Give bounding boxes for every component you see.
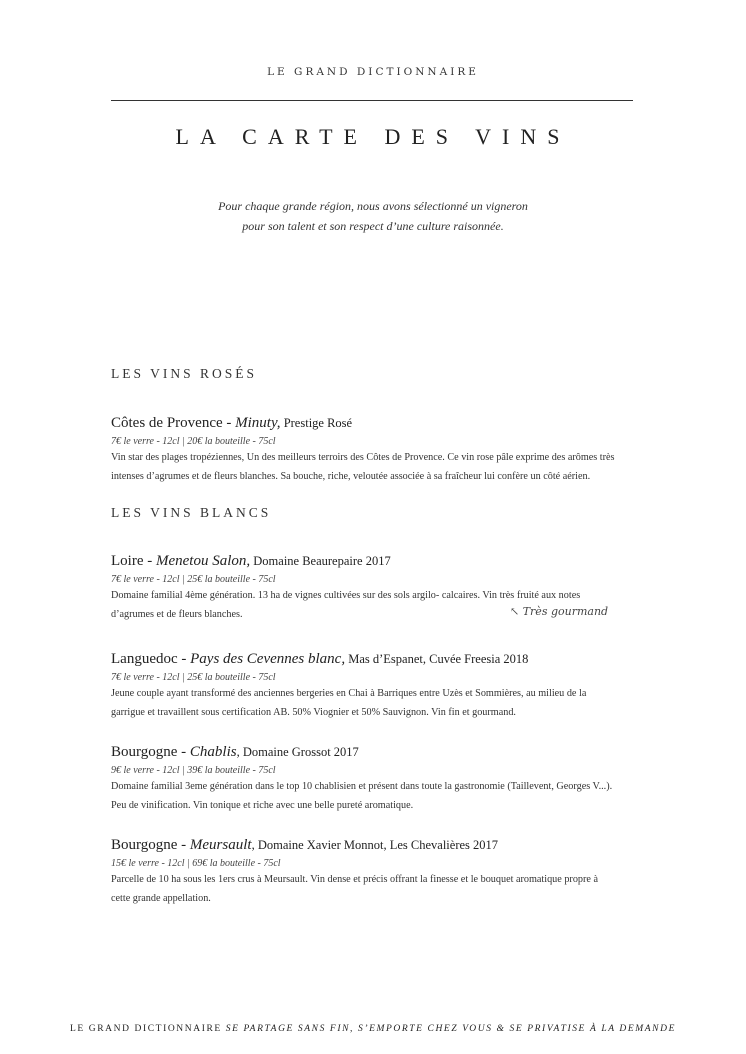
wine-producer: , Domaine Xavier Monnot, Les Chevalières 2017 bbox=[251, 838, 499, 852]
wine-entry bbox=[111, 414, 651, 486]
footer bbox=[0, 1024, 746, 1034]
wine-region: Bourgogne - bbox=[111, 837, 190, 853]
wine-title bbox=[111, 650, 651, 668]
wine-price: 7€ le verre - 12cl | 25€ la bouteille - 75cl bbox=[111, 574, 276, 585]
wine-producer: Domaine Beaurepaire 2017 bbox=[250, 554, 391, 568]
wine-producer: , Domaine Grossot 2017 bbox=[236, 745, 359, 759]
wine-price: 7€ le verre - 12cl | 25€ la bouteille - 75cl bbox=[111, 672, 276, 683]
wine-entry bbox=[111, 650, 651, 722]
intro-line-1: Pour chaque grande région, nous avons sélectionné un vigneron bbox=[218, 199, 528, 213]
wine-description-line: Domaine familial 4ème génération. 13 ha de vignes cultivées sur des sols argilo- calcaires. Vin très fruité aux notes bbox=[111, 590, 581, 601]
page-title: LA CARTE DES VINS bbox=[175, 124, 571, 149]
wine-region: Loire - bbox=[111, 553, 156, 569]
wine-region: Côtes de Provence - bbox=[111, 415, 236, 431]
wine-description-line: d’agrumes et de fleurs blanches. bbox=[111, 608, 243, 620]
intro-text bbox=[0, 196, 746, 236]
wine-description bbox=[111, 685, 651, 722]
wine-region: Bourgogne - bbox=[111, 744, 190, 760]
wine-appellation: Chablis bbox=[189, 744, 237, 760]
wine-title bbox=[111, 836, 651, 854]
wine-description bbox=[111, 449, 651, 486]
wine-description-line: Domaine familial 3eme génération dans le top 10 chablisien et présent dans toute la gastronomie (Taillevent, Georges V...). bbox=[111, 781, 613, 792]
wine-description-line: Vin star des plages tropéziennes, Un des meilleurs terroirs des Côtes de Provence. Ce vin rose pâle exprime des arômes très bbox=[111, 452, 615, 463]
brand-header: LE GRAND DICTIONNAIRE bbox=[267, 66, 479, 78]
wine-description-line: Parcelle de 10 ha sous les 1ers crus à Meursault. Vin dense et précis offrant la finesse et le bouquet aromatique propre à bbox=[111, 874, 598, 885]
wine-appellation: Meursault bbox=[189, 837, 252, 853]
wine-entry bbox=[111, 836, 651, 908]
wine-description-line: garrigue et travaillent sous certification AB. 50% Viognier et 50% Sauvignon. Vin fin et gourmand. bbox=[111, 706, 516, 718]
wine-appellation: Minuty, bbox=[235, 415, 281, 431]
footer-tagline: SE PARTAGE SANS FIN, S’EMPORTE CHEZ VOUS & SE PRIVATISE À LA DEMANDE bbox=[221, 1024, 676, 1034]
wine-description-line: intenses d’agrumes et de fleurs blanches. Sa bouche, riche, veloutée associée à sa fraîcheur lui confère un côté aérien. bbox=[111, 470, 591, 482]
section-heading-blancs: LES VINS BLANCS bbox=[111, 505, 272, 520]
wine-producer: Prestige Rosé bbox=[280, 416, 353, 430]
wine-description-line: Jeune couple ayant transformé des anciennes bergeries en Chai à Barriques entre Uzès et Sommières, au milieu de la bbox=[111, 688, 587, 699]
wine-title bbox=[111, 414, 651, 432]
wine-appellation: Pays des Cevennes blanc, bbox=[190, 651, 346, 667]
wine-entry bbox=[111, 743, 651, 815]
wine-producer: Mas d’Espanet, Cuvée Freesia 2018 bbox=[345, 652, 529, 666]
footer-brand: LE GRAND DICTIONNAIRE bbox=[69, 1024, 222, 1034]
wine-title bbox=[111, 743, 651, 761]
wine-title bbox=[111, 552, 651, 570]
wine-price: 7€ le verre - 12cl | 20€ la bouteille - 75cl bbox=[111, 436, 276, 447]
wine-description bbox=[111, 778, 651, 815]
wine-description-line: Peu de vinification. Vin tonique et riche avec une belle pureté aromatique. bbox=[111, 799, 414, 811]
wine-price: 15€ le verre - 12cl | 69€ la bouteille - 75cl bbox=[111, 858, 281, 869]
wine-description bbox=[111, 871, 651, 908]
intro-line-2: pour son talent et son respect d’une culture raisonnée. bbox=[242, 219, 504, 233]
wine-region: Languedoc - bbox=[111, 651, 191, 667]
wine-price: 9€ le verre - 12cl | 39€ la bouteille - 75cl bbox=[111, 765, 276, 776]
handwritten-note: ↖ Très gourmand bbox=[510, 605, 609, 618]
wine-appellation: Menetou Salon, bbox=[155, 553, 251, 569]
wine-description-line: cette grande appellation. bbox=[111, 892, 211, 904]
section-heading-roses: LES VINS ROSÉS bbox=[111, 366, 258, 381]
header-divider bbox=[111, 100, 633, 101]
